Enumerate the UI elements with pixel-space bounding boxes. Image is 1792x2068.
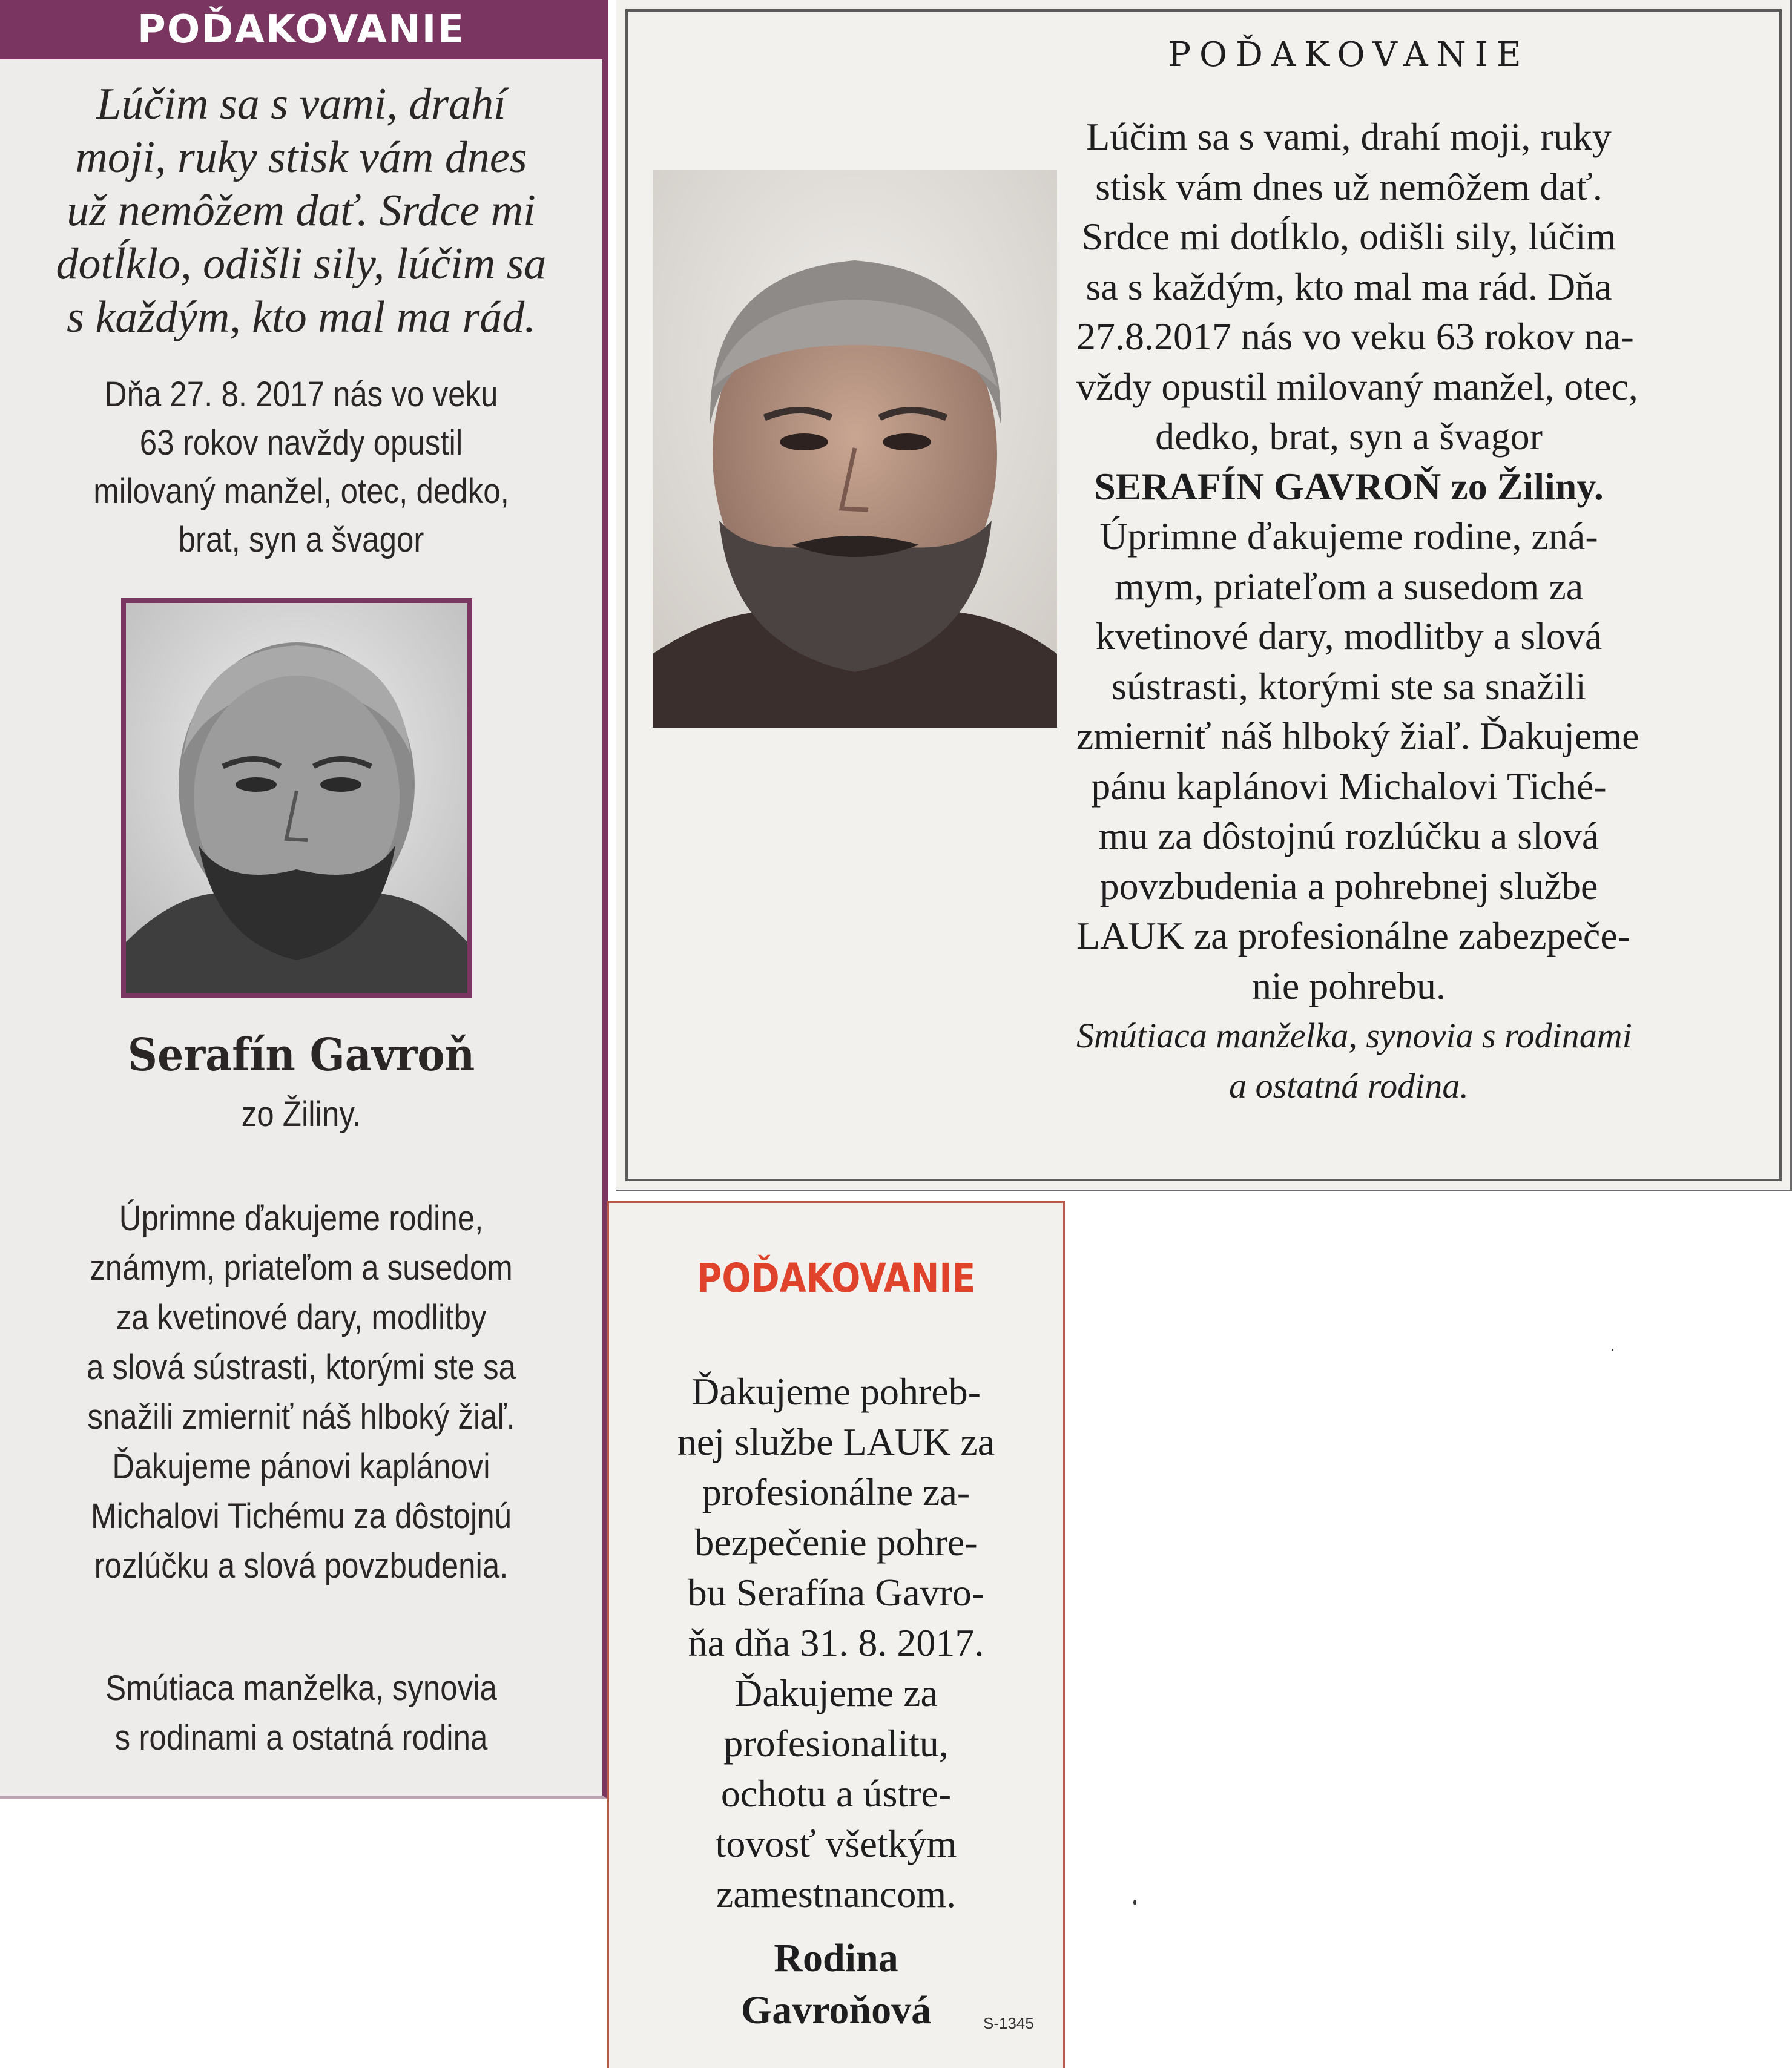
announcement-line: Dňa 27. 8. 2017 nás vo veku (104, 375, 498, 414)
thanks-line: a slová sústrasti, ktorými ste sa (86, 1348, 516, 1387)
thanks-line: známym, priateľom a susedom (90, 1248, 513, 1288)
text-line: zmierniť náš hlboký žiaľ. Ďakujeme (1076, 714, 1639, 757)
signature (36, 1664, 567, 1763)
text-line: LAUK za profesionálne zabezpeče- (1076, 914, 1631, 957)
signature-line: a ostatná rodina. (1229, 1065, 1469, 1105)
obituary-clipping-left (0, 0, 608, 1799)
signature-line: Gavroňová (740, 1988, 932, 2032)
announcement-line: milovaný manžel, otec, dedko, (93, 472, 509, 511)
thanks-line: za kvetinové dary, modlitby (116, 1298, 487, 1337)
thanks-line: rozlúčku a slová povzbudenia. (94, 1546, 509, 1586)
text-line: bezpečenie pohre- (694, 1521, 978, 1564)
portrait-photo (653, 170, 1057, 728)
ad-code: S-1345 (983, 2014, 1034, 2032)
text-line: profesionálne za- (702, 1470, 970, 1513)
farewell-poem (0, 77, 602, 344)
poem-line: už nemôžem dať. Srdce mi (67, 186, 536, 235)
deceased-name: SERAFÍN GAVROŇ zo Žiliny. (1094, 464, 1604, 508)
text-line: bu Serafína Gavro- (687, 1571, 985, 1614)
signature-line: Rodina (774, 1936, 898, 1980)
text-line: 27.8.2017 nás vo veku 63 rokov na- (1076, 315, 1634, 358)
thanks-clipping-bottom (607, 1201, 1065, 2068)
poem-line: moji, ruky stisk vám dnes (75, 133, 527, 182)
clipping-header: POĎAKOVANIE (0, 0, 602, 59)
text-line: stisk vám dnes už nemôžem dať. (1095, 165, 1603, 208)
text-line: zamestnancom. (716, 1872, 957, 1915)
text-line: mu za dôstojnú rozlúčku a slová (1098, 814, 1599, 857)
text-line: Lúčim sa s vami, drahí moji, ruky (1086, 115, 1612, 158)
text-line: nej službe LAUK za (677, 1420, 995, 1463)
signature-line: Smútiaca manželka, synovia (105, 1668, 497, 1708)
portrait-photo (121, 598, 472, 998)
thanks-text (609, 1366, 1063, 1919)
portrait-image (653, 170, 1057, 728)
text-line: tovosť všetkým (715, 1822, 957, 1865)
signature-line: Smútiaca manželka, synovia s rodinami (1076, 1016, 1632, 1055)
text-line: mym, priateľom a susedom za (1114, 564, 1584, 608)
clipping-header: POĎAKOVANIE (696, 1255, 976, 1302)
text-line: vždy opustil milovaný manžel, otec, (1076, 364, 1638, 408)
poem-line: Lúčim sa s vami, drahí (96, 79, 506, 129)
thanks-line: Michalovi Tichému za dôstojnú (90, 1497, 512, 1536)
thanks-line: Úprimne ďakujeme rodine, (119, 1199, 484, 1238)
deceased-name: Serafín Gavroň (127, 1029, 475, 1081)
text-line: Ďakujeme pohreb- (691, 1370, 981, 1413)
text-line: dedko, brat, syn a švagor (1155, 415, 1543, 458)
signature-line: s rodinami a ostatná rodina (114, 1718, 488, 1757)
thanks-line: Ďakujeme pánovi kaplánovi (112, 1447, 490, 1486)
text-line: povzbudenia a pohrebnej službe (1099, 864, 1598, 907)
text-line: ňa dňa 31. 8. 2017. (688, 1621, 984, 1664)
death-announcement (36, 370, 567, 564)
announcement-line: 63 rokov navždy opustil (139, 423, 463, 463)
text-line: pánu kaplánovi Michalovi Tiché- (1091, 764, 1607, 808)
announcement-line: brat, syn a švagor (178, 520, 424, 559)
scan-speck (1612, 1349, 1613, 1351)
obituary-text (1076, 112, 1639, 1111)
poem-line: s každým, kto mal ma rád. (67, 292, 536, 342)
hometown: zo Žiliny. (241, 1095, 361, 1134)
thanks-line: snažili zmierniť náš hlboký žiaľ. (87, 1397, 515, 1437)
text-line: profesionalitu, (723, 1722, 949, 1765)
text-line: Srdce mi dotĺklo, odišli sily, lúčim (1081, 215, 1616, 258)
scan-speck (1133, 1900, 1136, 1905)
text-line: kvetinové dary, modlitby a slová (1095, 614, 1603, 657)
signature (1076, 1011, 1632, 1111)
text-line: Úprimne ďakujeme rodine, zná- (1099, 515, 1598, 558)
clipping-header: POĎAKOVANIE (1168, 35, 1530, 74)
obituary-clipping-right (616, 0, 1792, 1191)
text-line: nie pohrebu. (1252, 964, 1446, 1007)
text-line: Ďakujeme za (734, 1671, 938, 1714)
text-line: sa s každým, kto mal ma rád. Dňa (1085, 265, 1612, 308)
poem-line: dotĺklo, odišli sily, lúčim sa (56, 239, 547, 289)
text-line: ochotu a ústre- (720, 1772, 952, 1815)
portrait-image (126, 603, 467, 993)
text-line: sústrasti, ktorými ste sa snažili (1112, 664, 1586, 708)
thanks-text (36, 1194, 567, 1591)
